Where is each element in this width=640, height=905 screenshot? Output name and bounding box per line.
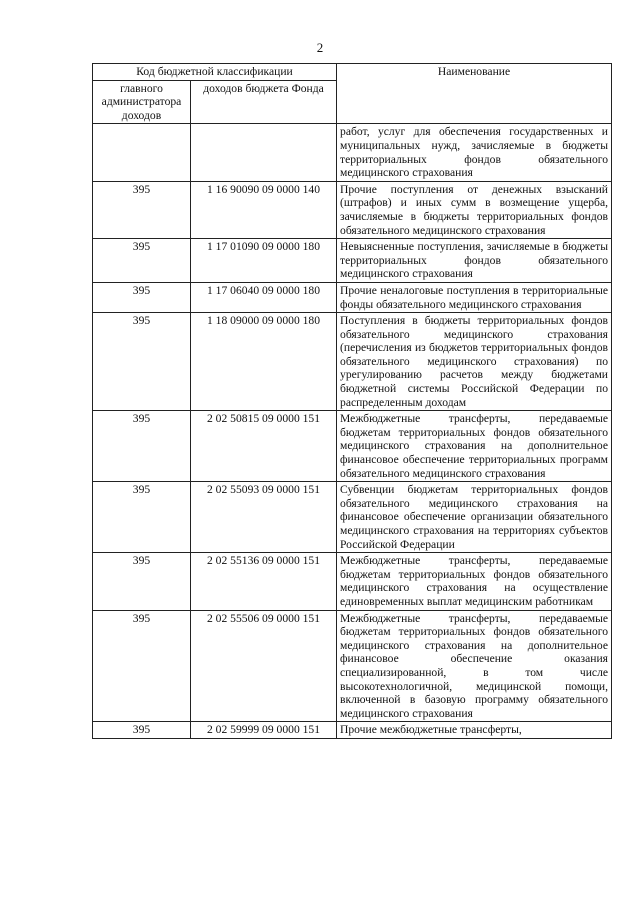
admin-code-cell [93,124,191,181]
name-cell: Невыясненные поступления, зачисляемые в бюджеты территориальных фондов обязательного медицинского страхования [337,239,612,283]
name-cell: Межбюджетные трансферты, передаваемые бюджетам территориальных фондов обязательного медицинского страхования на осуществление единовременных выплат медицинским работникам [337,553,612,610]
income-code-cell: 2 02 59999 09 0000 151 [191,722,337,739]
admin-code-cell: 395 [93,482,191,553]
page-number: 2 [316,40,324,55]
table-row [93,722,612,739]
table-row [93,411,612,482]
admin-code-cell: 395 [93,313,191,411]
admin-code-cell: 395 [93,553,191,610]
table-row [93,282,612,312]
income-code-cell: 2 02 55136 09 0000 151 [191,553,337,610]
income-code-cell: 1 17 01090 09 0000 180 [191,239,337,283]
header-income-code: доходов бюджета Фонда [191,80,337,124]
admin-code-cell: 395 [93,411,191,482]
table-row [93,482,612,553]
table-row [93,239,612,283]
admin-code-cell: 395 [93,610,191,722]
name-cell: Межбюджетные трансферты, передаваемые бюджетам территориальных фондов обязательного медицинского страхования на дополнительное финансовое обеспечение территориальных программ обязательного медицинского страхования [337,411,612,482]
income-code-cell: 1 17 06040 09 0000 180 [191,282,337,312]
name-cell: Прочие неналоговые поступления в территориальные фонды обязательного медицинского страхования [337,282,612,312]
income-code-cell: 2 02 55506 09 0000 151 [191,610,337,722]
income-code-cell: 1 16 90090 09 0000 140 [191,181,337,238]
budget-classification-table [92,63,612,739]
table-row [93,313,612,411]
name-cell: работ, услуг для обеспечения государственных и муниципальных нужд, зачисляемые в бюджеты территориальных фондов обязательного медицинского страхования [337,124,612,181]
table-row [93,553,612,610]
header-classification-code: Код бюджетной классификации [93,64,337,81]
table-row [93,124,612,181]
table-row [93,610,612,722]
admin-code-cell: 395 [93,181,191,238]
header-name: Наименование [337,64,612,124]
name-cell: Поступления в бюджеты территориальных фондов обязательного медицинского страхования (перечисления из бюджетов территориальных фондов обязательного медицинского страхования) по урегулированию расчетов между бюджетами бюджетной системы Российской Федерации по распределенным доходам [337,313,612,411]
name-cell: Прочие межбюджетные трансферты, [337,722,612,739]
name-cell: Межбюджетные трансферты, передаваемые бюджетам территориальных фондов обязательного медицинского страхования на дополнительное финансовое обеспечение оказания специализированной, в том числе высокотехнологичной, медицинской помощи, включенной в базовую программу обязательного медицинского страхования [337,610,612,722]
income-code-cell: 2 02 55093 09 0000 151 [191,482,337,553]
income-code-cell: 1 18 09000 09 0000 180 [191,313,337,411]
header-admin: главного администратора доходов [93,80,191,124]
name-cell: Прочие поступления от денежных взысканий (штрафов) и иных сумм в возмещение ущерба, зачисляемые в бюджеты территориальных фондов обязательного медицинского страхования [337,181,612,238]
admin-code-cell: 395 [93,722,191,739]
admin-code-cell: 395 [93,282,191,312]
income-code-cell: 2 02 50815 09 0000 151 [191,411,337,482]
income-code-cell [191,124,337,181]
admin-code-cell: 395 [93,239,191,283]
table-row [93,181,612,238]
name-cell: Субвенции бюджетам территориальных фондов обязательного медицинского страхования на финансовое обеспечение организации обязательного медицинского страхования на территориях субъектов Российской Федерации [337,482,612,553]
